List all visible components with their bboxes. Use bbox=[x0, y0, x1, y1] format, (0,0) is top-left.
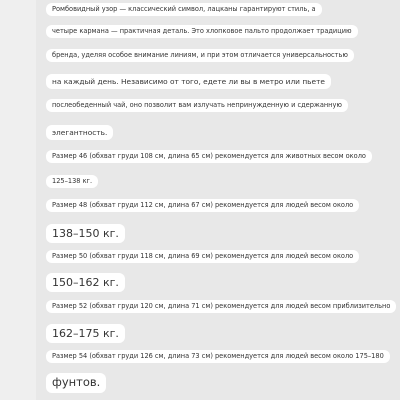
text-line-3: бренда, уделяя особое внимание линиям, и при этом отличается универсальностью bbox=[46, 49, 354, 62]
text-line-2: четыре кармана — практичная деталь. Это хлопковое пальто продолжает традицию bbox=[46, 25, 358, 38]
description-panel bbox=[36, 0, 400, 400]
size-50-weight: 150–162 кг. bbox=[46, 273, 125, 292]
size-54-weight: фунтов. bbox=[46, 373, 106, 393]
text-line-4: на каждый день. Независимо от того, едете ли вы в метро или пьете bbox=[46, 74, 331, 89]
size-46-description: Размер 46 (обхват груди 108 см, длина 65 см) рекомендуется для животных весом около bbox=[46, 150, 372, 163]
size-48-weight: 138–150 кг. bbox=[46, 224, 125, 243]
size-46-weight: 125–138 кг. bbox=[46, 175, 98, 188]
left-margin bbox=[0, 0, 36, 400]
size-52-weight: 162–175 кг. bbox=[46, 324, 125, 343]
text-line-5: послеобеденный чай, оно позволит вам излучать непринужденную и сдержанную bbox=[46, 99, 348, 112]
text-line-6: элегантность. bbox=[46, 125, 113, 140]
size-48-description: Размер 48 (обхват груди 112 см, длина 67 см) рекомендуется для людей весом около bbox=[46, 199, 359, 212]
size-50-description: Размер 50 (обхват груди 118 см, длина 69 см) рекомендуется для людей весом около bbox=[46, 250, 359, 263]
size-52-description: Размер 52 (обхват груди 120 см, длина 71 см) рекомендуется для людей весом приблизительно bbox=[46, 300, 396, 313]
text-line-1: Ромбовидный узор — классический символ, лацканы гарантируют стиль, а bbox=[46, 3, 322, 16]
size-54-description: Размер 54 (обхват груди 126 см, длина 73 см) рекомендуется для людей весом около 175–180 bbox=[46, 350, 390, 363]
